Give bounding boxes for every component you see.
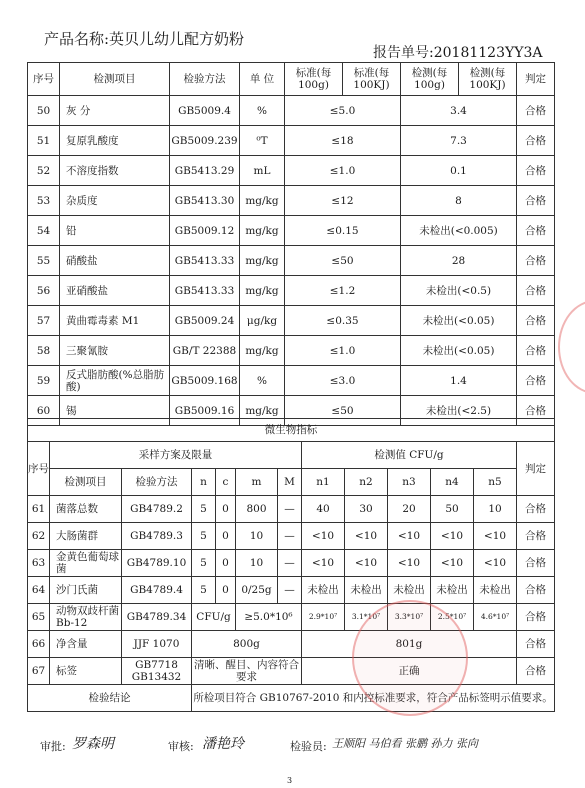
verdict: 合格 [517, 496, 555, 523]
col-header-method: 检验方法 [122, 469, 192, 496]
test-method: GB5009.239 [170, 126, 240, 156]
row-number: 50 [28, 96, 60, 126]
verdict: 合格 [517, 604, 555, 631]
result-n1: <10 [302, 550, 345, 577]
verdict: 合格 [517, 276, 555, 306]
test-item: 杂质度 [60, 186, 170, 216]
test-method: GB5009.24 [170, 306, 240, 336]
verdict: 合格 [517, 216, 555, 246]
col-header-unit: 单 位 [240, 63, 285, 96]
col-header-n5: n5 [474, 469, 517, 496]
standard-value: ≤0.35 [285, 306, 401, 336]
result-n1: <10 [302, 523, 345, 550]
test-result: 1.4 [401, 366, 517, 396]
product-name: 产品名称:英贝儿幼儿配方奶粉 [44, 30, 245, 48]
col-header-std-100kj: 标准(每100KJ) [343, 63, 401, 96]
row-number: 51 [28, 126, 60, 156]
test-method: GB7718 GB13432 [122, 658, 192, 685]
microbiology-table [27, 418, 555, 712]
test-item: 灰 分 [60, 96, 170, 126]
limit-M: — [278, 577, 302, 604]
table-row [28, 336, 555, 366]
test-method: GB4789.4 [122, 577, 192, 604]
result-n4: <10 [431, 523, 474, 550]
result-n5: 未检出 [474, 577, 517, 604]
result-n2: <10 [345, 523, 388, 550]
approver-signature: 罗森明 [72, 736, 114, 752]
row-number: 62 [28, 523, 50, 550]
col-header-no: 序号 [28, 442, 50, 496]
test-method: GB5009.16 [170, 396, 240, 426]
standard-value: ≤18 [285, 126, 401, 156]
row-number: 55 [28, 246, 60, 276]
col-header-item: 检测项目 [60, 63, 170, 96]
limit-m: 10 [236, 550, 278, 577]
unit: % [240, 366, 285, 396]
test-method: GB/T 22388 [170, 336, 240, 366]
test-result: 正确 [302, 658, 517, 685]
test-result: 3.4 [401, 96, 517, 126]
test-item: 不溶度指数 [60, 156, 170, 186]
sample-n: 5 [192, 523, 216, 550]
standard-value: ≤1.0 [285, 156, 401, 186]
result-n2: 未检出 [345, 577, 388, 604]
page-number: 3 [287, 776, 293, 785]
test-item: 亚硝酸盐 [60, 276, 170, 306]
result-n2: 3.1*10⁷ [345, 604, 388, 631]
test-item: 动物双歧杆菌 Bb-12 [50, 604, 122, 631]
standard-value: ≤1.2 [285, 276, 401, 306]
unit: mg/kg [240, 246, 285, 276]
result-n4: 50 [431, 496, 474, 523]
verdict: 合格 [517, 306, 555, 336]
unit: CFU/g [192, 604, 236, 631]
row-number: 58 [28, 336, 60, 366]
result-n1: 2.9*10⁷ [302, 604, 345, 631]
row-number: 52 [28, 156, 60, 186]
result-n3: <10 [388, 550, 431, 577]
reviewer-signature: 潘艳玲 [202, 736, 244, 752]
row-number: 60 [28, 396, 60, 426]
approver-label: 审批: [40, 740, 66, 753]
standard-value: ≤0.15 [285, 216, 401, 246]
row-number: 53 [28, 186, 60, 216]
test-item: 标签 [50, 658, 122, 685]
verdict: 合格 [517, 523, 555, 550]
section-title: 微生物指标 [28, 419, 555, 442]
verdict: 合格 [517, 658, 555, 685]
row-number: 56 [28, 276, 60, 306]
test-item: 锡 [60, 396, 170, 426]
row-number: 64 [28, 577, 50, 604]
verdict: 合格 [517, 336, 555, 366]
row-number: 61 [28, 496, 50, 523]
test-method: GB4789.2 [122, 496, 192, 523]
standard-value: ≤12 [285, 186, 401, 216]
table-row [28, 156, 555, 186]
unit: mg/kg [240, 216, 285, 246]
result-n3: 20 [388, 496, 431, 523]
test-result: 28 [401, 246, 517, 276]
unit: mg/kg [240, 336, 285, 366]
standard-value: ≤1.0 [285, 336, 401, 366]
verdict: 合格 [517, 550, 555, 577]
test-item: 大肠菌群 [50, 523, 122, 550]
verdict: 合格 [517, 186, 555, 216]
test-item: 硝酸盐 [60, 246, 170, 276]
verdict: 合格 [517, 396, 555, 426]
table-row [28, 577, 555, 604]
test-item: 净含量 [50, 631, 122, 658]
row-number: 54 [28, 216, 60, 246]
result-title: 检测值 CFU/g [302, 442, 517, 469]
standard-value: ≤50 [285, 246, 401, 276]
result-n3: 3.3*10⁷ [388, 604, 431, 631]
table-row [28, 631, 555, 658]
test-method: GB5413.33 [170, 276, 240, 306]
standard-value: ≤5.0 [285, 96, 401, 126]
test-result: 801g [302, 631, 517, 658]
test-item: 沙门氏菌 [50, 577, 122, 604]
verdict: 合格 [517, 577, 555, 604]
col-header-n: n [192, 469, 216, 496]
unit: μg/kg [240, 306, 285, 336]
test-result: 未检出(<2.5) [401, 396, 517, 426]
limit-m: 10 [236, 523, 278, 550]
col-header-verdict: 判定 [517, 63, 555, 96]
sample-n: 5 [192, 550, 216, 577]
table-row [28, 496, 555, 523]
test-result: 7.3 [401, 126, 517, 156]
test-method: GB4789.34 [122, 604, 192, 631]
col-header-m: m [236, 469, 278, 496]
test-result: 0.1 [401, 156, 517, 186]
col-header-c: c [216, 469, 236, 496]
table-row [28, 246, 555, 276]
test-method: GB5009.168 [170, 366, 240, 396]
table-row [28, 96, 555, 126]
verdict: 合格 [517, 96, 555, 126]
col-header-n4: n4 [431, 469, 474, 496]
result-n5: <10 [474, 523, 517, 550]
limit-M: — [278, 523, 302, 550]
row-number: 65 [28, 604, 50, 631]
official-stamp [352, 600, 468, 716]
test-item: 菌落总数 [50, 496, 122, 523]
unit: ⁰T [240, 126, 285, 156]
sample-n: 5 [192, 496, 216, 523]
result-n2: <10 [345, 550, 388, 577]
row-number: 63 [28, 550, 50, 577]
col-header-test-100kj: 检测(每100KJ) [459, 63, 517, 96]
standard-value: ≥5.0*10⁶ [236, 604, 302, 631]
report-number: 报告单号:20181123YY3A [373, 45, 543, 61]
row-number: 57 [28, 306, 60, 336]
result-n4: 未检出 [431, 577, 474, 604]
test-item: 黄曲霉毒素 M1 [60, 306, 170, 336]
test-result: 未检出(<0.05) [401, 336, 517, 366]
result-n2: 30 [345, 496, 388, 523]
test-method: GB5009.4 [170, 96, 240, 126]
unit: mL [240, 156, 285, 186]
standard-value: ≤3.0 [285, 366, 401, 396]
col-header-item: 检测项目 [50, 469, 122, 496]
row-number: 66 [28, 631, 50, 658]
verdict: 合格 [517, 126, 555, 156]
test-item: 反式脂肪酸(%总脂肪酸) [60, 366, 170, 396]
sample-c: 0 [216, 550, 236, 577]
conclusion-label: 检验结论 [28, 685, 192, 712]
unit: mg/kg [240, 186, 285, 216]
table-row [28, 604, 555, 631]
inspector-label: 检验员: [290, 740, 327, 753]
result-n1: 未检出 [302, 577, 345, 604]
table-row [28, 550, 555, 577]
test-method: JJF 1070 [122, 631, 192, 658]
col-header-M: M [278, 469, 302, 496]
test-item: 三聚氰胺 [60, 336, 170, 366]
unit: mg/kg [240, 276, 285, 306]
result-n5: 10 [474, 496, 517, 523]
conclusion-row [28, 685, 555, 712]
test-item: 金黄色葡萄球菌 [50, 550, 122, 577]
unit: mg/kg [240, 396, 285, 426]
table-row [28, 523, 555, 550]
test-method: GB5413.29 [170, 156, 240, 186]
col-header-n3: n3 [388, 469, 431, 496]
result-n5: <10 [474, 550, 517, 577]
official-stamp-partial [558, 300, 585, 394]
test-method: GB5413.33 [170, 246, 240, 276]
chemical-test-table [27, 62, 555, 426]
conclusion-text: 所检项目符合 GB10767-2010 和内控标准要求，符合产品标签明示值要求。 [192, 685, 555, 712]
table1-header-row [28, 63, 555, 96]
limit-M: — [278, 496, 302, 523]
test-item: 铅 [60, 216, 170, 246]
test-result: 未检出(<0.05) [401, 306, 517, 336]
table-row [28, 276, 555, 306]
col-header-test-100g: 检测(每100g) [401, 63, 459, 96]
standard-value: ≤50 [285, 396, 401, 426]
col-header-no: 序号 [28, 63, 60, 96]
sampling-plan-title: 采样方案及限量 [50, 442, 302, 469]
test-result: 未检出(<0.5) [401, 276, 517, 306]
table-row [28, 306, 555, 336]
reviewer-label: 审核: [168, 740, 194, 753]
test-result: 未检出(<0.005) [401, 216, 517, 246]
result-n4: <10 [431, 550, 474, 577]
sample-c: 0 [216, 496, 236, 523]
sample-c: 0 [216, 523, 236, 550]
limit-M: — [278, 550, 302, 577]
col-header-std-100g: 标准(每100g) [285, 63, 343, 96]
sample-n: 5 [192, 577, 216, 604]
sample-c: 0 [216, 577, 236, 604]
unit: % [240, 96, 285, 126]
table-row [28, 366, 555, 396]
row-number: 67 [28, 658, 50, 685]
col-header-verdict: 判定 [517, 442, 555, 496]
result-n4: 2.5*10⁷ [431, 604, 474, 631]
result-n5: 4.6*10⁷ [474, 604, 517, 631]
verdict: 合格 [517, 631, 555, 658]
col-header-n2: n2 [345, 469, 388, 496]
test-item: 复原乳酸度 [60, 126, 170, 156]
verdict: 合格 [517, 366, 555, 396]
test-method: GB5009.12 [170, 216, 240, 246]
result-n3: <10 [388, 523, 431, 550]
table-row [28, 216, 555, 246]
limit-m: 0/25g [236, 577, 278, 604]
verdict: 合格 [517, 246, 555, 276]
result-n3: 未检出 [388, 577, 431, 604]
verdict: 合格 [517, 156, 555, 186]
limit-m: 800 [236, 496, 278, 523]
col-header-method: 检验方法 [170, 63, 240, 96]
standard-value: 清晰、醒目、内容符合要求 [192, 658, 302, 685]
test-result: 8 [401, 186, 517, 216]
inspector-signature: 王顺阳 马伯看 张鹏 孙力 张向 [332, 737, 478, 750]
table-row [28, 186, 555, 216]
standard-value: 800g [192, 631, 302, 658]
test-method: GB5413.30 [170, 186, 240, 216]
test-method: GB4789.10 [122, 550, 192, 577]
col-header-n1: n1 [302, 469, 345, 496]
result-n1: 40 [302, 496, 345, 523]
test-method: GB4789.3 [122, 523, 192, 550]
row-number: 59 [28, 366, 60, 396]
table-row [28, 658, 555, 685]
table-row [28, 126, 555, 156]
